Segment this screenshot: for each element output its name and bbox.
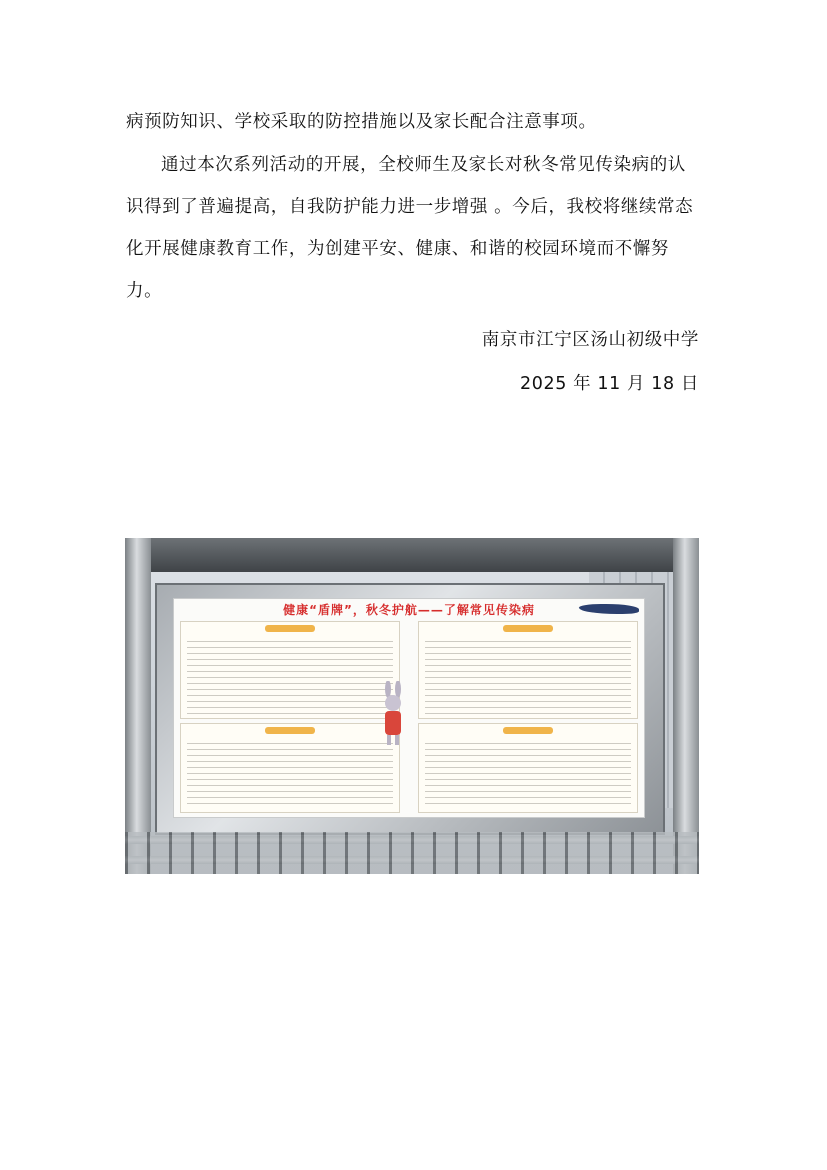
poster-panel-flu xyxy=(180,621,400,719)
right-post xyxy=(673,538,699,874)
poster xyxy=(173,598,645,818)
poster-panel-norovirus xyxy=(418,621,638,719)
left-post xyxy=(125,538,151,874)
poster-panel-chickenpox xyxy=(180,723,400,813)
fence-ground xyxy=(125,832,699,874)
bulletin-board-photo xyxy=(125,538,699,874)
rabbit-illustration xyxy=(374,681,414,751)
poster-panel-mumps xyxy=(418,723,638,813)
shelter-roof xyxy=(125,538,699,572)
school-signature: 南京市江宁区汤山初级中学 xyxy=(481,330,699,350)
paragraph-summary: 通过本次系列活动的开展，全校师生及家长对秋冬常见传染病的认识得到了普遍提高，自我防护能力进一步增强 。今后，我校将继续常态化开展健康教育工作，为创建平安、健康、和谐的校园环境而不懈努力。 xyxy=(126,155,694,301)
document-date: 2025 年 11 月 18 日 xyxy=(520,374,699,394)
paragraph-intro-end: 病预防知识、学校采取的防控措施以及家长配合注意事项。 xyxy=(126,112,597,132)
poster-title: 健康“盾牌”，秋冬护航——了解常见传染病 xyxy=(283,603,535,617)
